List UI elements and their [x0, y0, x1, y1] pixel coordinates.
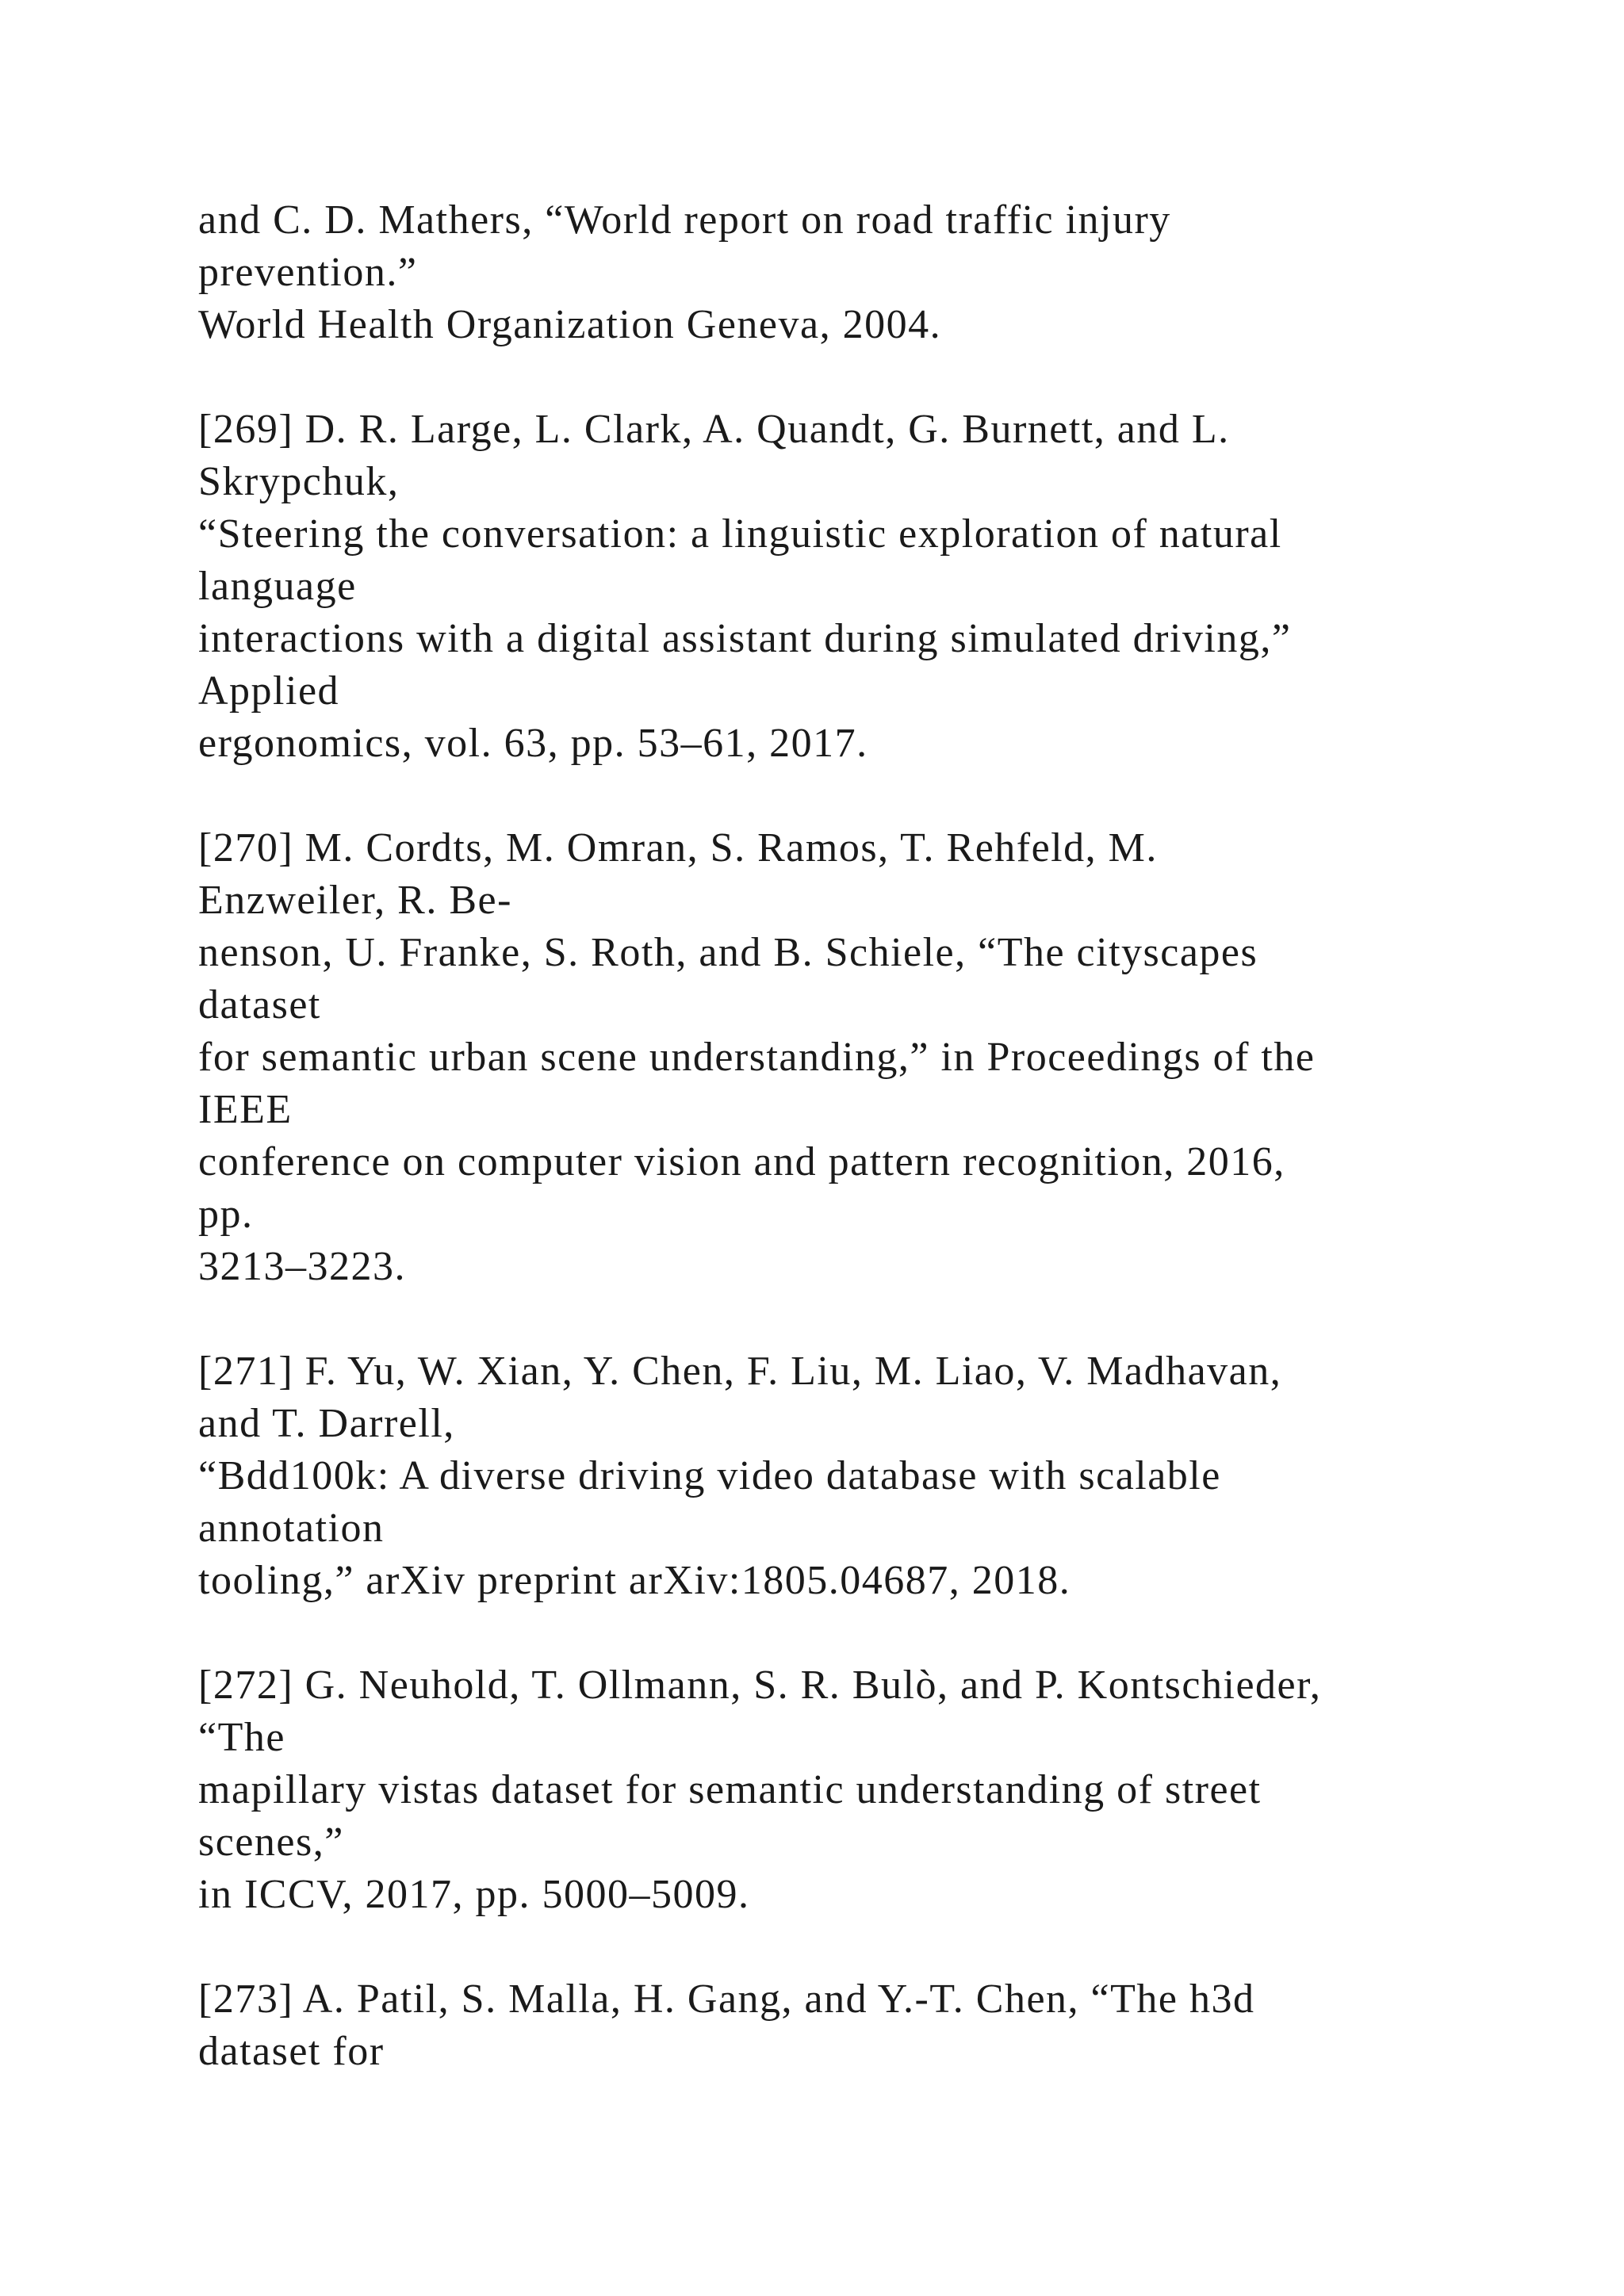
reference-line: nenson, U. Franke, S. Roth, and B. Schiele, “The cityscapes: [198, 930, 1258, 975]
reference-entry-272: [198, 1659, 1546, 1921]
reference-line: 3213–3223.: [198, 1244, 406, 1289]
reference-line: “Steering the conversation: a linguistic exploration of natural: [198, 511, 1282, 557]
reference-line: World Health Organization Geneva, 2004.: [198, 302, 942, 347]
reference-line: prevention.”: [198, 250, 418, 295]
reference-entry-268-continued: [198, 194, 1546, 351]
reference-line: for semantic urban scene understanding,” in Proceedings of the: [198, 1035, 1316, 1080]
reference-line: [270] M. Cordts, M. Omran, S. Ramos, T. Rehfeld, M.: [198, 825, 1158, 871]
reference-line: Applied: [198, 668, 340, 714]
reference-line: scenes,”: [198, 1820, 344, 1865]
reference-line: language: [198, 564, 357, 609]
reference-list: [198, 194, 1546, 2130]
reference-entry-269: [198, 404, 1546, 770]
reference-line: mapillary vistas dataset for semantic understanding of street: [198, 1767, 1262, 1812]
reference-line: conference on computer vision and pattern recognition, 2016,: [198, 1139, 1285, 1184]
reference-line: [271] F. Yu, W. Xian, Y. Chen, F. Liu, M. Liao, V. Madhavan,: [198, 1349, 1282, 1394]
reference-entry-273: [198, 1973, 1546, 2078]
reference-line: “Bdd100k: A diverse driving video database with scalable: [198, 1453, 1221, 1498]
reference-line: annotation: [198, 1506, 385, 1551]
reference-line: tooling,” arXiv preprint arXiv:1805.04687, 2018.: [198, 1558, 1071, 1603]
reference-line: pp.: [198, 1192, 254, 1237]
reference-entry-270: [198, 822, 1546, 1293]
reference-line: [273] A. Patil, S. Malla, H. Gang, and Y.-T. Chen, “The h3d: [198, 1976, 1255, 2022]
reference-line: dataset: [198, 982, 321, 1027]
reference-line: and T. Darrell,: [198, 1401, 455, 1446]
reference-line: [269] D. R. Large, L. Clark, A. Quandt, G. Burnett, and L.: [198, 407, 1230, 452]
reference-line: and C. D. Mathers, “World report on road traffic injury: [198, 197, 1171, 243]
reference-line: IEEE: [198, 1087, 293, 1132]
reference-line: [272] G. Neuhold, T. Ollmann, S. R. Bulò, and P. Kontschieder,: [198, 1663, 1322, 1708]
reference-line: Skrypchuk,: [198, 459, 400, 504]
reference-entry-271: [198, 1345, 1546, 1607]
reference-line: interactions with a digital assistant during simulated driving,”: [198, 616, 1292, 661]
reference-line: ergonomics, vol. 63, pp. 53–61, 2017.: [198, 721, 868, 766]
reference-line: “The: [198, 1715, 285, 1760]
reference-line: in ICCV, 2017, pp. 5000–5009.: [198, 1872, 750, 1917]
reference-line: dataset for: [198, 2029, 385, 2074]
reference-line: Enzweiler, R. Be-: [198, 878, 512, 923]
